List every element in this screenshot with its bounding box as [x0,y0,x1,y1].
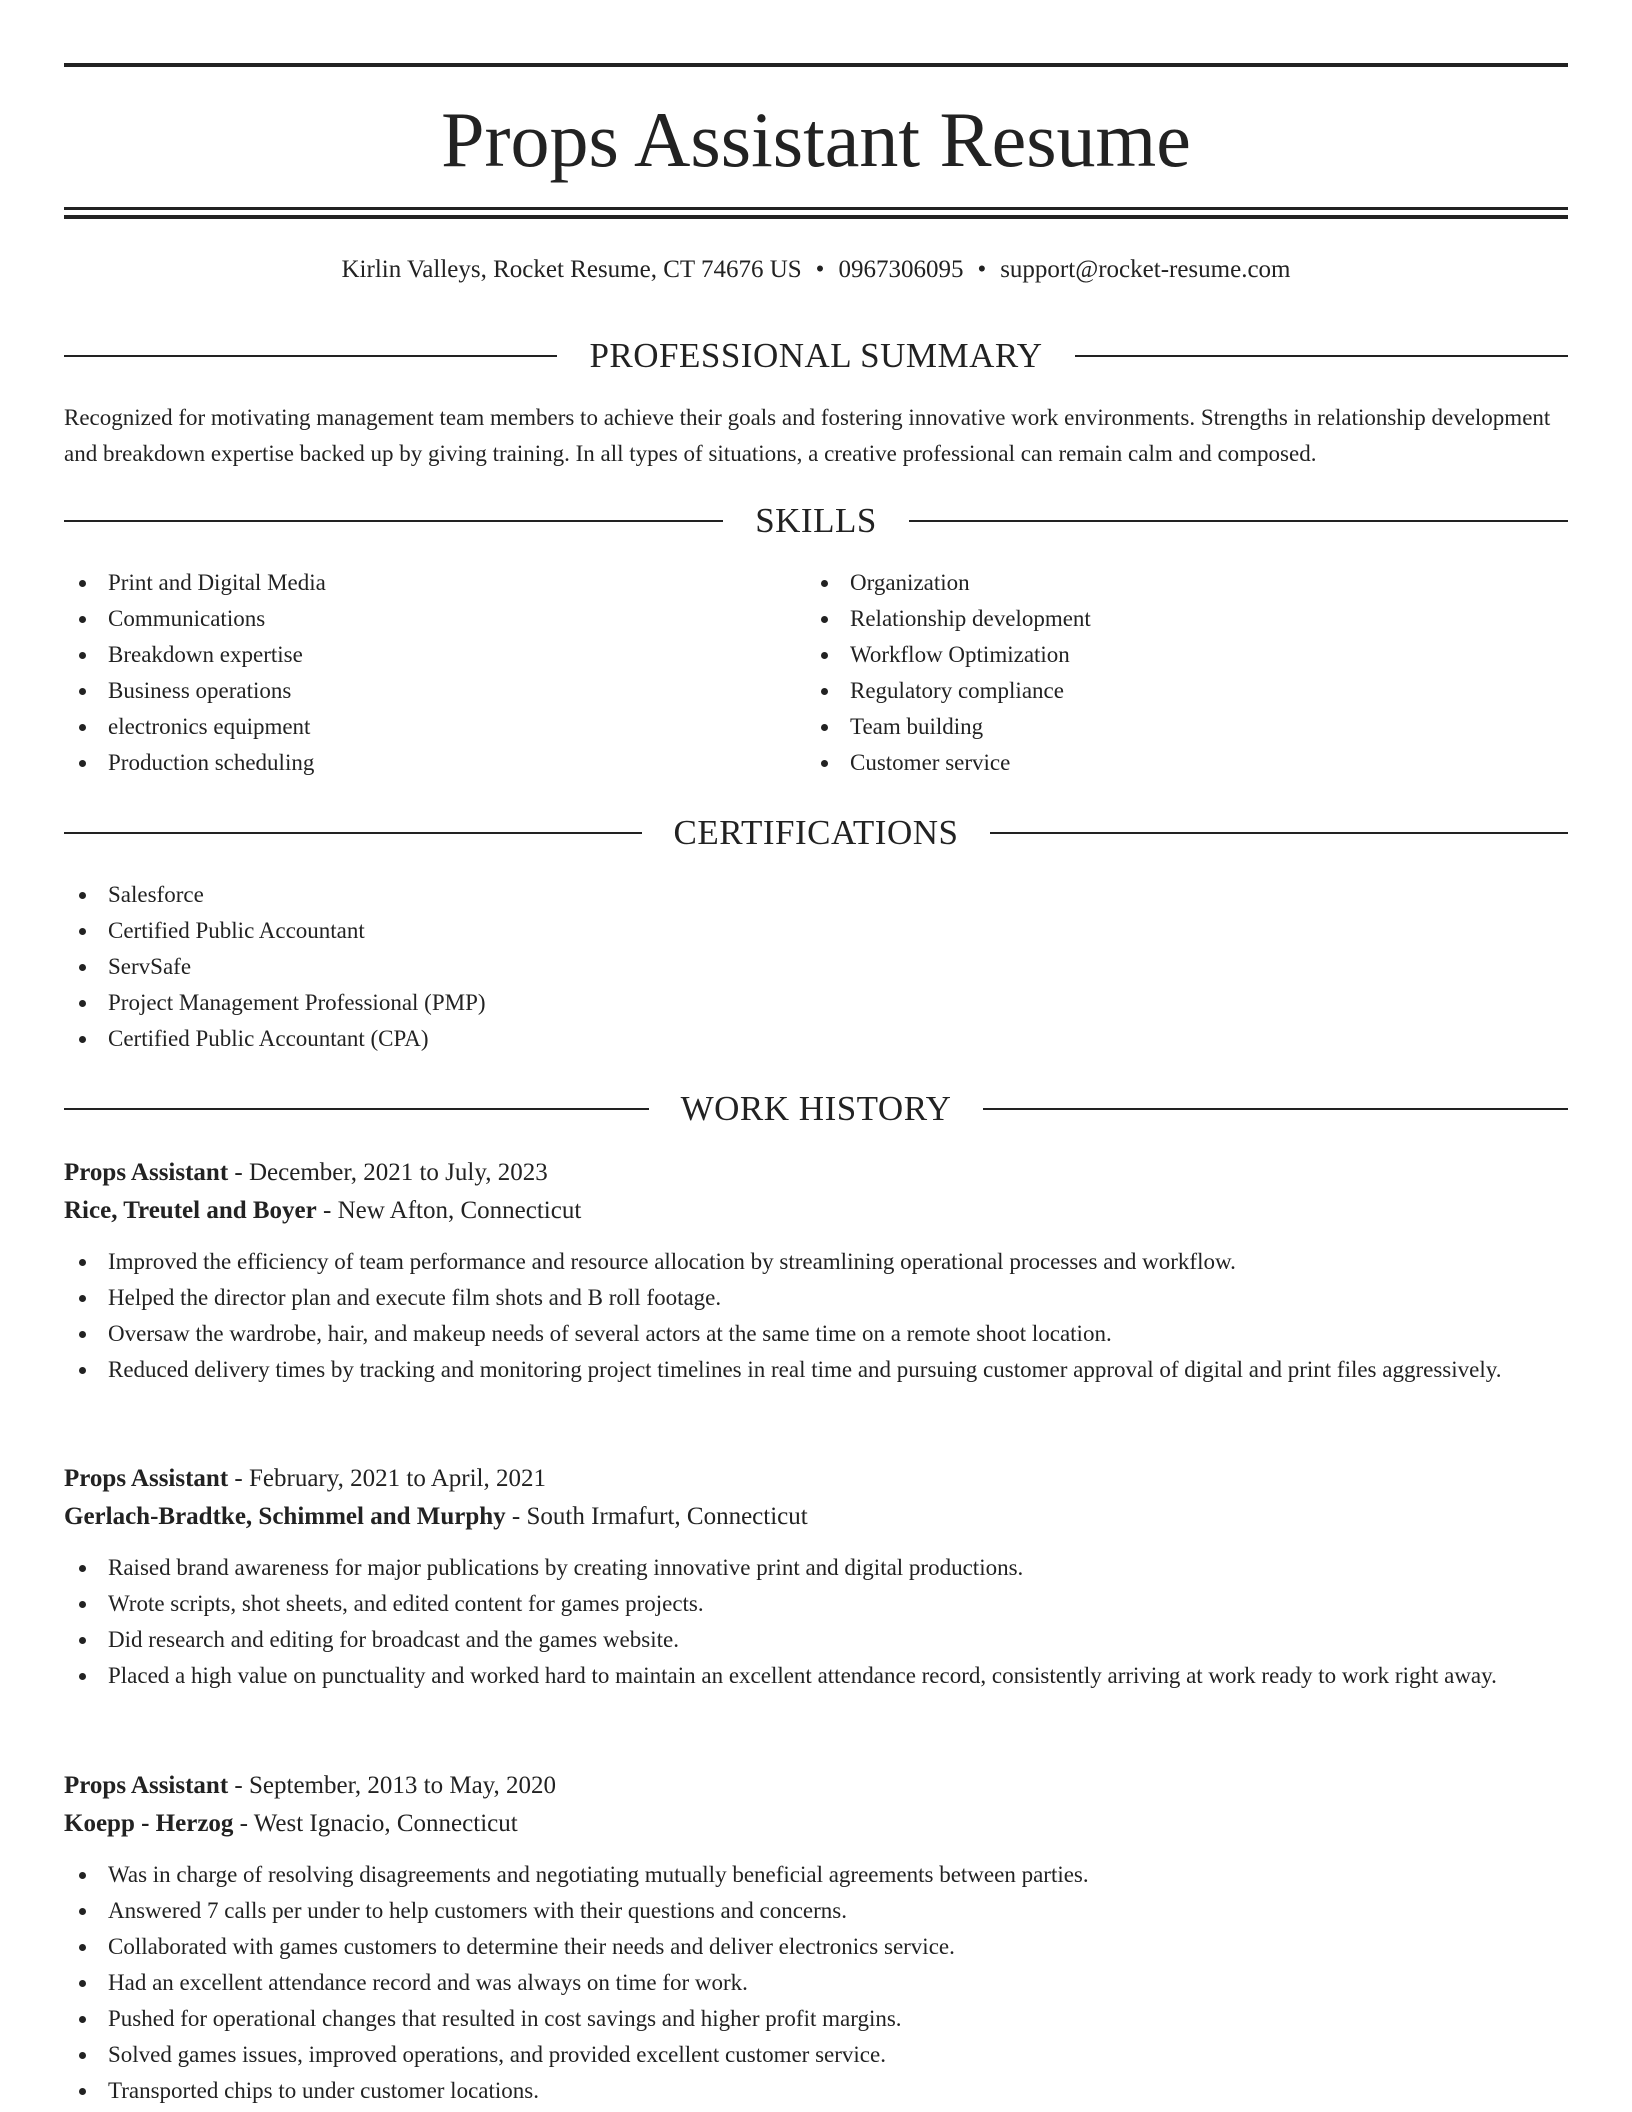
skill-item: Production scheduling [64,745,764,781]
job-company-line: Gerlach-Bradtke, Schimmel and Murphy - South Irmafurt, Connecticut [64,1503,808,1530]
job-entry [64,1460,1568,1694]
job-location: New Afton, Connecticut [337,1197,582,1224]
job-bullet: Had an excellent attendance record and was always on time for work. [64,1965,1568,2001]
contact-line [64,252,1568,288]
job-company: Rice, Treutel and Boyer [64,1197,317,1224]
contact-email[interactable]: support@rocket-resume.com [1000,256,1291,283]
job-bullet: Improved the efficiency of team performance and resource allocation by streamlining operational processes and workflow. [64,1244,1568,1280]
section-title: CERTIFICATIONS [673,813,959,852]
skill-item: Relationship development [806,601,1506,637]
section-rule [64,1108,649,1110]
job-title: Props Assistant [64,1465,229,1492]
section-rule [990,832,1568,834]
resume-title: Props Assistant Resume [441,96,1191,183]
certifications-list [64,877,1464,1057]
job-bullet: Pushed for operational changes that resulted in cost savings and higher profit margins. [64,2001,1568,2037]
section-rule [64,520,723,522]
section-header-certifications [64,810,1568,856]
certification-item: Certified Public Accountant (CPA) [64,1021,1464,1057]
contact-separator: • [977,256,987,283]
skill-item: Breakdown expertise [64,637,764,673]
contact-separator: • [815,256,825,283]
skill-item: electronics equipment [64,709,764,745]
certification-item: Project Management Professional (PMP) [64,985,1464,1021]
job-location: West Ignacio, Connecticut [253,1810,518,1837]
job-title: Props Assistant [64,1159,229,1186]
section-title: WORK HISTORY [680,1089,952,1128]
skills-list-right [806,565,1506,781]
section-rule [1075,355,1568,357]
job-entry [64,1154,1568,1388]
skill-item: Communications [64,601,764,637]
job-bullets [64,1244,1568,1388]
job-bullet: Oversaw the wardrobe, hair, and makeup needs of several actors at the same time on a remote shoot location. [64,1316,1568,1352]
skill-item: Regulatory compliance [806,673,1506,709]
job-bullet: Reduced delivery times by tracking and monitoring project timelines in real time and pursuing customer approval of digital and print files aggressively. [64,1352,1568,1388]
section-rule [64,355,557,357]
skills-list-left [64,565,764,781]
job-title: Props Assistant [64,1772,229,1799]
certification-item: Salesforce [64,877,1464,913]
section-title: PROFESSIONAL SUMMARY [589,336,1043,375]
job-bullet: Did research and editing for broadcast and the games website. [64,1622,1568,1658]
summary-text: Recognized for motivating management team members to achieve their goals and fostering innovative work environments. Strengths in relationship development and breakdown expertise backed up by giving training. In all types of situations, a creative professional can remain calm and composed. [64,405,1551,466]
skill-item: Team building [806,709,1506,745]
job-bullet: Solved games issues, improved operations, and provided excellent customer service. [64,2037,1568,2073]
certification-item: Certified Public Accountant [64,913,1464,949]
section-rule [64,832,642,834]
job-bullet: Raised brand awareness for major publications by creating innovative print and digital productions. [64,1550,1568,1586]
job-company-line: Koepp - Herzog - West Ignacio, Connecticut [64,1810,518,1837]
job-bullets [64,1857,1568,2109]
job-bullet: Placed a high value on punctuality and worked hard to maintain an excellent attendance record, consistently arriving at work ready to work right away. [64,1658,1568,1694]
job-entry [64,1767,1568,2109]
skill-item: Customer service [806,745,1506,781]
job-company: Gerlach-Bradtke, Schimmel and Murphy [64,1503,506,1530]
job-dates: December, 2021 to July, 2023 [249,1159,548,1186]
skill-item: Business operations [64,673,764,709]
section-header-summary [64,333,1568,379]
section-rule [983,1108,1568,1110]
job-bullet: Answered 7 calls per under to help customers with their questions and concerns. [64,1893,1568,1929]
contact-phone: 0967306095 [838,256,964,283]
section-rule [909,520,1568,522]
skill-item: Print and Digital Media [64,565,764,601]
job-company-line: Rice, Treutel and Boyer - New Afton, Connecticut [64,1197,582,1224]
job-title-line: Props Assistant - December, 2021 to July, 2023 [64,1159,548,1186]
job-company: Koepp - Herzog [64,1810,234,1837]
skill-item: Workflow Optimization [806,637,1506,673]
job-bullet: Helped the director plan and execute film shots and B roll footage. [64,1280,1568,1316]
contact-address: Kirlin Valleys, Rocket Resume, CT 74676 US [341,256,802,283]
job-bullet: Was in charge of resolving disagreements and negotiating mutually beneficial agreements between parties. [64,1857,1568,1893]
job-bullets [64,1550,1568,1694]
job-location: South Irmafurt, Connecticut [526,1503,808,1530]
job-title-line: Props Assistant - September, 2013 to May, 2020 [64,1772,557,1799]
job-bullet: Transported chips to under customer locations. [64,2073,1568,2109]
job-dates: February, 2021 to April, 2021 [249,1465,546,1492]
job-bullet: Collaborated with games customers to determine their needs and deliver electronics service. [64,1929,1568,1965]
skill-item: Organization [806,565,1506,601]
job-dates: September, 2013 to May, 2020 [249,1772,557,1799]
title-double-rule [64,207,1568,219]
section-title: SKILLS [755,501,877,540]
job-title-line: Props Assistant - February, 2021 to April, 2021 [64,1465,546,1492]
section-header-work-history [64,1086,1568,1132]
top-rule [64,63,1568,67]
section-header-skills [64,498,1568,544]
certification-item: ServSafe [64,949,1464,985]
job-bullet: Wrote scripts, shot sheets, and edited content for games projects. [64,1586,1568,1622]
